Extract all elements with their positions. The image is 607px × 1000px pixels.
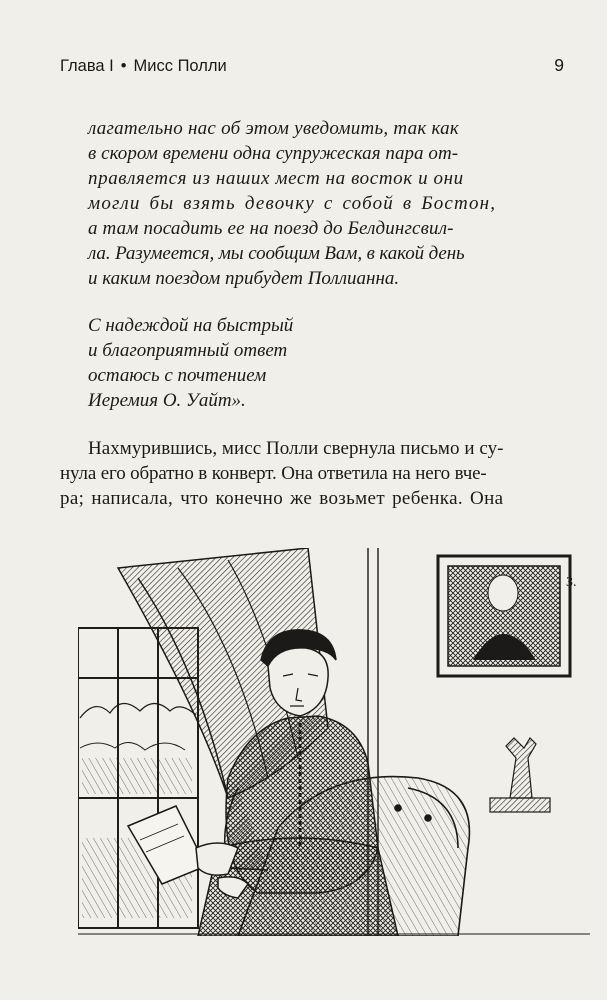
page-number: 9 bbox=[554, 55, 564, 75]
chapter-label: Глава I bbox=[60, 57, 114, 75]
paragraph-line: нула его обратно в конверт. Она ответила на него вче- bbox=[60, 463, 487, 484]
framed-portrait bbox=[438, 556, 570, 676]
paragraph-line: Нахмурившись, мисс Полли свернула письмо и су- bbox=[88, 438, 504, 459]
letter-line: правляется из наших мест на восток и они bbox=[88, 168, 464, 189]
illustration bbox=[78, 548, 590, 936]
statuette bbox=[490, 738, 550, 812]
signoff-line: и благоприятный ответ bbox=[88, 340, 288, 361]
signoff-line: С надеждой на быстрый bbox=[88, 315, 294, 336]
letter-line: лагательно нас об этом уведомить, так как bbox=[88, 118, 460, 139]
letter-line: ла. Разумеется, мы сообщим Вам, в какой день bbox=[88, 243, 465, 264]
separator-bullet: • bbox=[120, 57, 127, 75]
chapter-title: Мисс Полли bbox=[133, 57, 227, 75]
artist-monogram: З. bbox=[566, 575, 577, 590]
letter-line: могли бы взять девочку с собой в Бостон, bbox=[88, 193, 497, 214]
paragraph-line: ра; написала, что конечно же возьмет ребенка. Она bbox=[60, 488, 504, 509]
running-head bbox=[60, 57, 570, 83]
letter-body bbox=[88, 118, 513, 288]
letter-line: в скором времени одна супружеская пара от- bbox=[88, 143, 459, 164]
letter-line: а там посадить ее на поезд до Белдингсвил- bbox=[88, 218, 454, 239]
letter-line: и каким поездом прибудет Поллианна. bbox=[88, 268, 400, 289]
letter-signoff bbox=[88, 315, 513, 415]
signoff-line: Иеремия О. Уайт». bbox=[88, 390, 246, 411]
body-paragraph bbox=[60, 438, 570, 518]
chapter-heading bbox=[60, 57, 227, 76]
woman-reading-letter-drawing bbox=[78, 548, 590, 936]
signoff-line: остаюсь с почтением bbox=[88, 365, 267, 386]
